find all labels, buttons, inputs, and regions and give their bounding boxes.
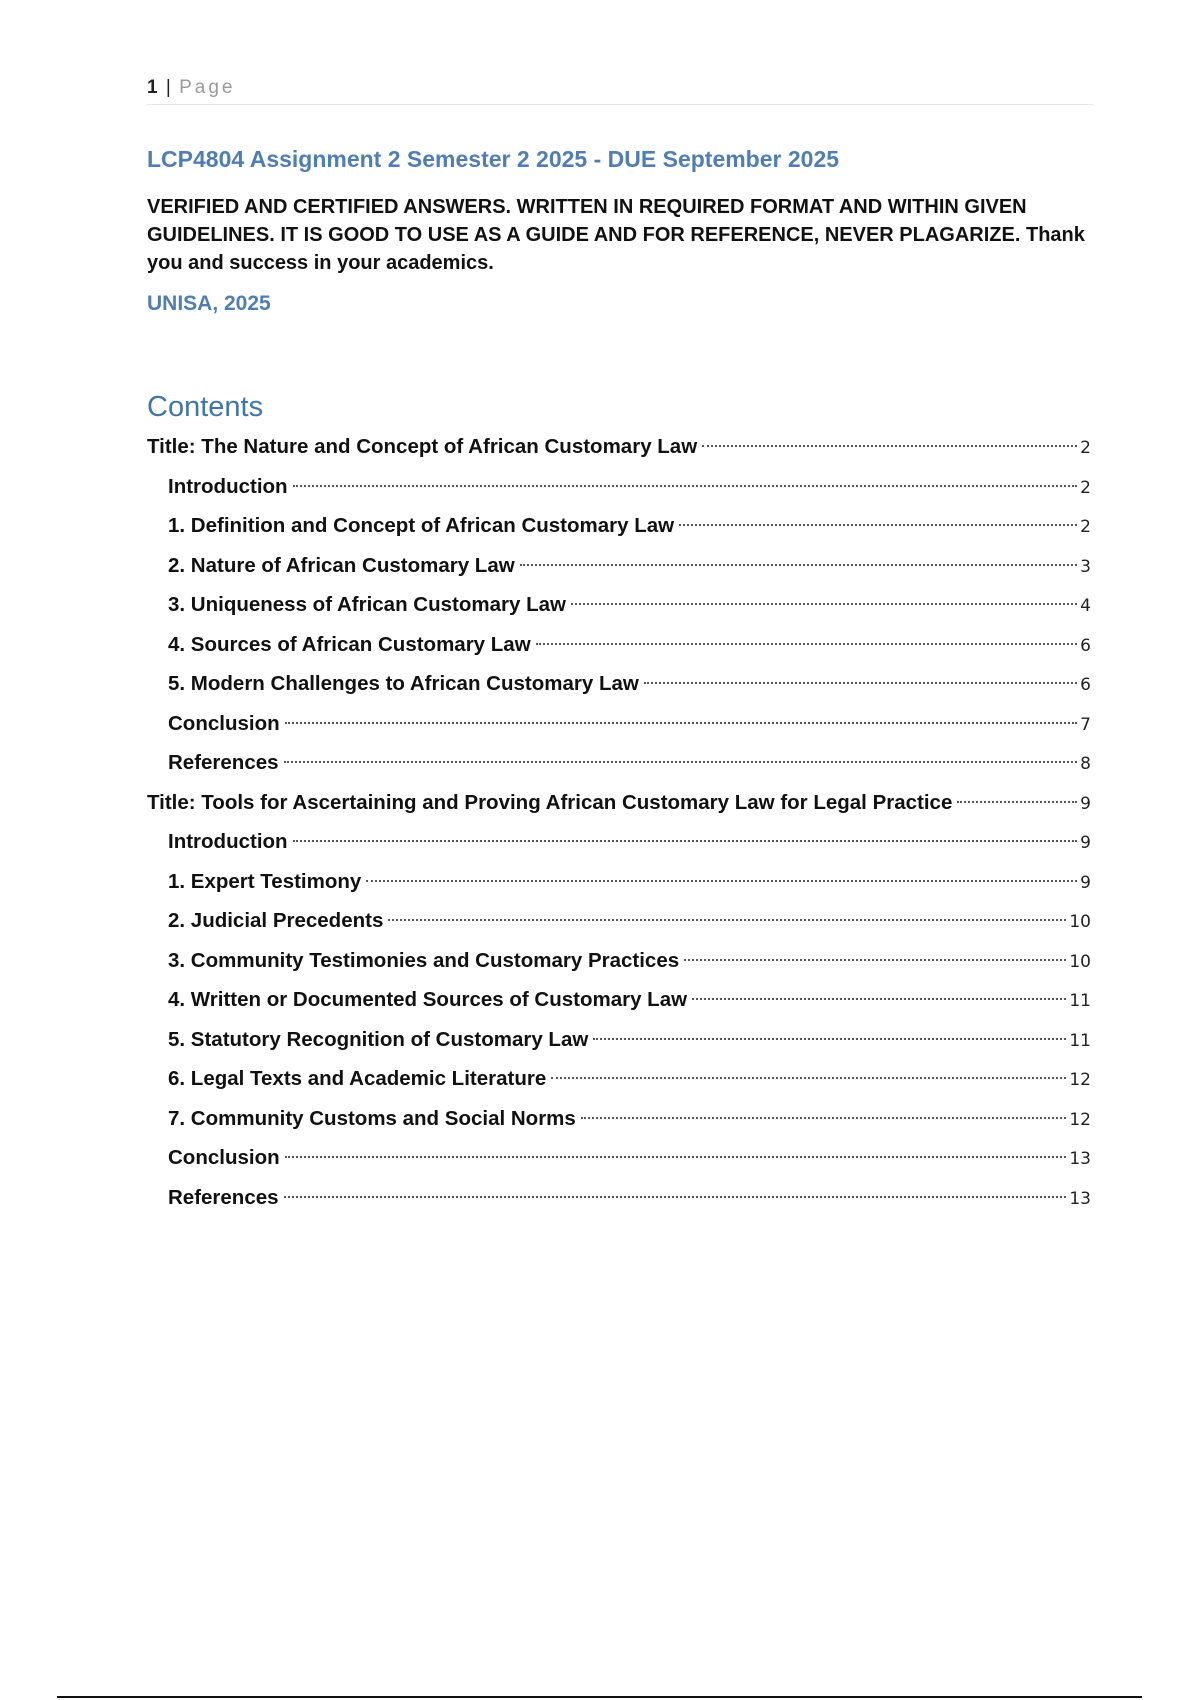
toc-entry[interactable] [147, 822, 1091, 862]
toc-entry[interactable] [147, 1099, 1091, 1139]
toc-dot-leader [536, 643, 1078, 645]
footer-divider [57, 1696, 1142, 1698]
toc-entry-text: 5. Statutory Recognition of Customary Law [168, 1027, 589, 1051]
toc-page-number: 11 [1069, 1030, 1091, 1051]
toc-page-number: 9 [1080, 833, 1091, 853]
toc-entry[interactable] [147, 664, 1091, 704]
toc-dot-leader [581, 1117, 1067, 1119]
institution-year: UNISA, 2025 [147, 292, 271, 315]
toc-entry-text: 7. Community Customs and Social Norms [168, 1106, 576, 1130]
toc-dot-leader [520, 564, 1077, 566]
toc-page-number: 3 [1080, 556, 1091, 577]
toc-entry[interactable] [147, 704, 1091, 744]
toc-page-number: 12 [1069, 1109, 1091, 1130]
toc-entry-text: 5. Modern Challenges to African Customary Law [168, 672, 639, 695]
toc-dot-leader [388, 919, 1066, 921]
toc-entry[interactable] [147, 980, 1091, 1020]
toc-page-number: 10 [1069, 951, 1091, 972]
contents-heading: Contents [147, 391, 264, 423]
toc-entry[interactable] [147, 585, 1091, 625]
toc-page-number: 4 [1080, 596, 1091, 616]
toc-dot-leader [593, 1038, 1066, 1040]
toc-entry-text: Introduction [168, 474, 288, 498]
toc-page-number: 13 [1069, 1149, 1091, 1169]
toc-entry-text: 2. Judicial Precedents [168, 909, 384, 932]
toc-page-number: 11 [1069, 991, 1091, 1011]
toc-entry[interactable] [147, 941, 1091, 981]
toc-page-number: 9 [1080, 793, 1091, 814]
toc-dot-leader [679, 524, 1077, 526]
toc-entry-text: References [168, 751, 279, 774]
toc-entry-text: 3. Uniqueness of African Customary Law [168, 593, 566, 616]
toc-dot-leader [644, 682, 1077, 684]
toc-dot-leader [293, 840, 1078, 842]
disclaimer-text: VERIFIED AND CERTIFIED ANSWERS. WRITTEN IN REQUIRED FORMAT AND WITHIN GIVEN GUIDELINES. IT IS GOOD TO USE AS A GUIDE AND FOR REFERENCE, NEVER PLAGARIZE. Thank you and success in your academics. [147, 196, 1085, 274]
toc-entry[interactable] [147, 1059, 1091, 1099]
toc-dot-leader [366, 880, 1077, 882]
toc-entry[interactable] [147, 743, 1091, 783]
toc-dot-leader [284, 761, 1078, 763]
page-label: Page [179, 77, 236, 98]
toc-entry-text: Conclusion [168, 711, 280, 735]
toc-entry-text: References [168, 1185, 279, 1209]
toc-page-number: 12 [1069, 1070, 1091, 1090]
toc-entry[interactable] [147, 862, 1091, 902]
toc-page-number: 2 [1080, 438, 1091, 458]
toc-entry-text: Title: Tools for Ascertaining and Proving African Customary Law for Legal Practice [147, 790, 953, 814]
toc-entry[interactable] [147, 506, 1091, 546]
toc-entry[interactable] [147, 546, 1091, 586]
table-of-contents [147, 427, 1091, 1217]
toc-dot-leader [692, 998, 1066, 1000]
toc-entry-text: 4. Sources of African Customary Law [168, 632, 531, 656]
toc-dot-leader [284, 1196, 1067, 1198]
page-header [147, 76, 1093, 105]
toc-page-number: 13 [1069, 1188, 1091, 1209]
toc-entry[interactable] [147, 1178, 1091, 1218]
toc-page-number: 2 [1080, 477, 1091, 498]
toc-dot-leader [285, 1156, 1067, 1158]
toc-entry[interactable] [147, 625, 1091, 665]
toc-dot-leader [702, 445, 1077, 447]
toc-entry-text: 1. Expert Testimony [168, 869, 362, 893]
toc-entry[interactable] [147, 901, 1091, 941]
toc-section-title[interactable] [147, 427, 1091, 467]
toc-dot-leader [551, 1077, 1066, 1079]
toc-dot-leader [293, 485, 1078, 487]
toc-page-number: 9 [1080, 872, 1091, 893]
toc-page-number: 10 [1069, 912, 1091, 932]
document-title: LCP4804 Assignment 2 Semester 2 2025 - DUE September 2025 [147, 146, 840, 172]
toc-dot-leader [957, 801, 1077, 803]
page-separator: | [165, 77, 171, 98]
toc-entry-text: 4. Written or Documented Sources of Customary Law [168, 988, 688, 1011]
toc-dot-leader [684, 959, 1066, 961]
toc-dot-leader [571, 603, 1077, 605]
toc-entry-text: Conclusion [168, 1146, 280, 1169]
toc-entry-text: 1. Definition and Concept of African Customary Law [168, 514, 675, 537]
toc-section-title[interactable] [147, 783, 1091, 823]
toc-entry-text: 2. Nature of African Customary Law [168, 553, 515, 577]
toc-entry-text: Introduction [168, 830, 288, 853]
toc-page-number: 7 [1080, 714, 1091, 735]
toc-page-number: 6 [1080, 675, 1091, 695]
toc-page-number: 6 [1080, 635, 1091, 656]
toc-entry-text: Title: The Nature and Concept of African Customary Law [147, 435, 698, 458]
toc-entry[interactable] [147, 467, 1091, 507]
toc-entry-text: 3. Community Testimonies and Customary Practices [168, 948, 680, 972]
toc-entry[interactable] [147, 1020, 1091, 1060]
toc-page-number: 2 [1080, 517, 1091, 537]
toc-page-number: 8 [1080, 754, 1091, 774]
toc-dot-leader [285, 722, 1078, 724]
toc-entry-text: 6. Legal Texts and Academic Literature [168, 1067, 547, 1090]
toc-entry[interactable] [147, 1138, 1091, 1178]
page-number: 1 [147, 77, 158, 98]
